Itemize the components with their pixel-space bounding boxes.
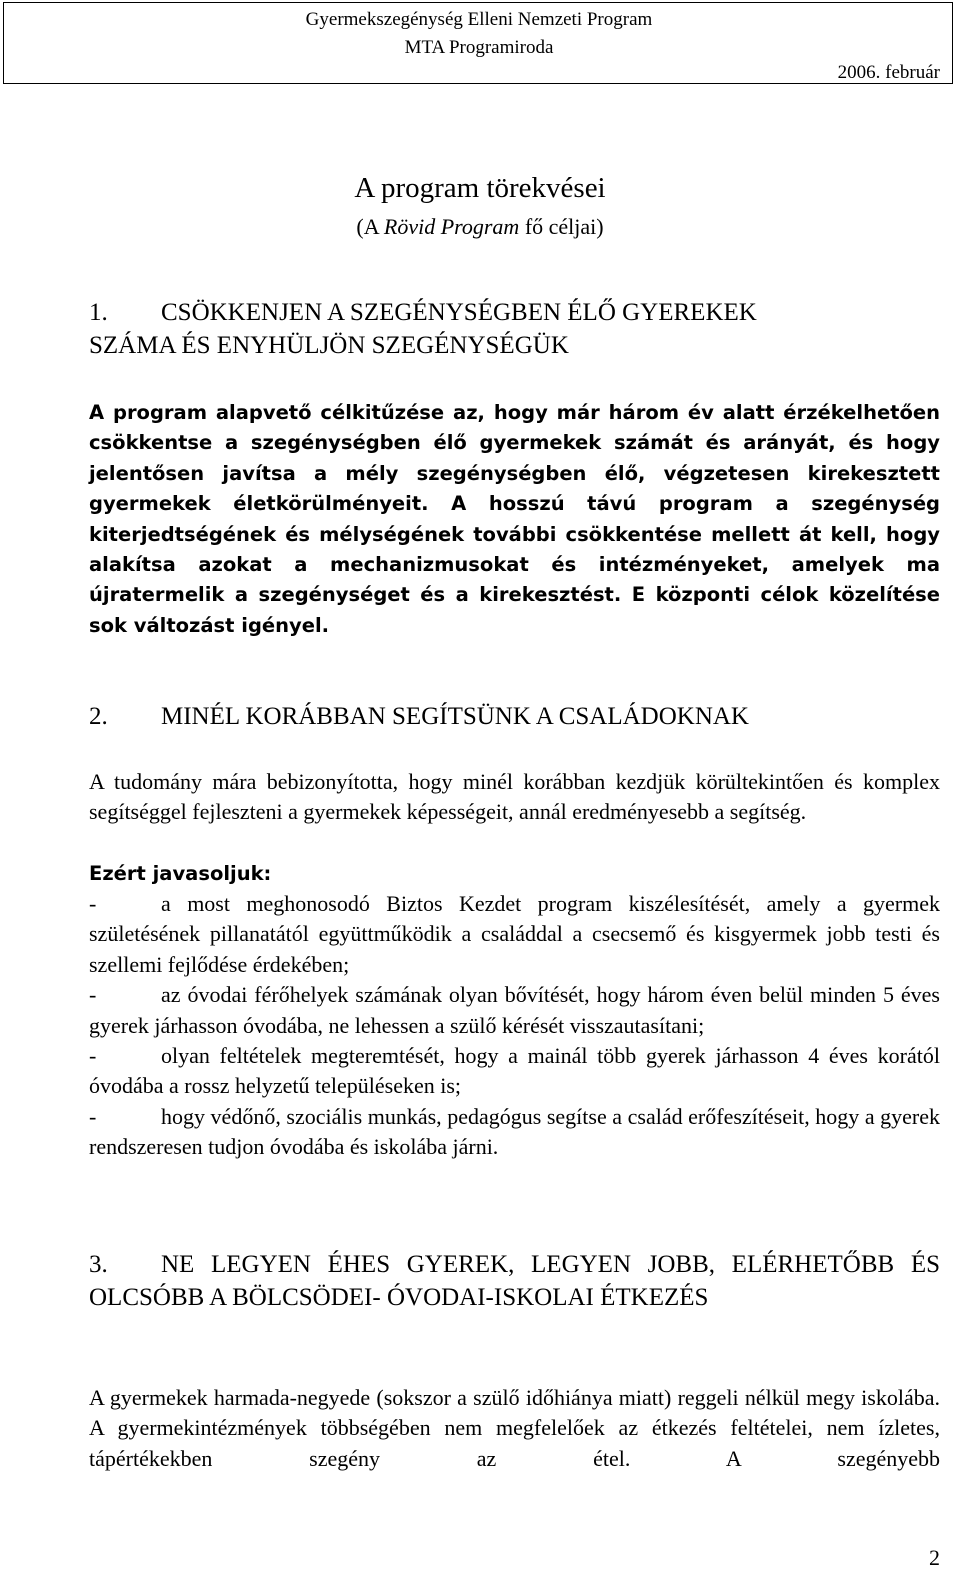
list-item-text: az óvodai férőhelyek számának olyan bővítését, hogy három éven belül minden 5 éves gyerek járhasson óvodába, ne lehessen a szülő kérését visszautasítani;	[89, 982, 940, 1038]
document-title: A program törekvései	[354, 172, 606, 204]
section-3-number: 3.	[89, 1251, 108, 1278]
list-item	[89, 980, 940, 1041]
list-dash: -	[89, 1043, 97, 1069]
list-dash: -	[89, 891, 97, 916]
section-1-heading-line-1: CSÖKKENJEN A SZEGÉNYSÉGBEN ÉLŐ GYEREKEK	[161, 299, 757, 326]
list-item	[89, 1041, 940, 1102]
subtitle-italic: Rövid Program	[383, 214, 520, 239]
page-number: 2	[929, 1545, 940, 1570]
section-2-intro: A tudomány mára bebizonyította, hogy minél korábban kezdjük körültekintően és komplex segítséggel fejleszteni a gyermekek képességeit, annál eredményesebb a segítség.	[89, 769, 940, 825]
subtitle-rest: fő céljai)	[519, 214, 604, 239]
section-2-proposals-label: Ezért javasoljuk:	[89, 862, 272, 885]
list-dash: -	[89, 1103, 97, 1129]
section-2-proposals-list	[89, 889, 940, 1163]
header-date: 2006. február	[837, 62, 940, 83]
section-3-heading-text: NE LEGYEN ÉHES GYEREK, LEGYEN JOBB, ELÉRHETŐBB ÉS OLCSÓBB A BÖLCSÖDEI- ÓVODAI-ISKOLAI ÉTKEZÉS	[89, 1251, 940, 1311]
section-2-number: 2.	[89, 703, 108, 730]
section-3-body: A gyermekek harmada-negyede (sokszor a szülő időhiánya miatt) reggeli nélkül megy iskolába. A gyermekintézmények többségében nem megfelelőek az étkezés feltételei, nem ízletes, tápértékekben szegény az étel. A szegényebb	[89, 1385, 940, 1471]
header-organization: Gyermekszegénység Elleni Nemzeti Program	[305, 9, 653, 30]
list-item	[89, 889, 940, 980]
list-item-text: hogy védőnő, szociális munkás, pedagógus segítse a család erőfeszítéseit, hogy a gyerek rendszeresen tudjon óvodába és iskolába járni.	[89, 1103, 940, 1160]
section-1-heading-line-2: SZÁMA ÉS ENYHÜLJÖN SZEGÉNYSÉGÜK	[89, 332, 569, 359]
list-item-text: a most meghonosodó Biztos Kezdet program kiszélesítését, amely a gyermek születésének pillanatától együttműködik a családdal a csecsemő és kisgyermek jobb testi és szellemi fejlődése érdekében;	[89, 891, 940, 977]
header-office: MTA Programiroda	[404, 37, 554, 58]
document-subtitle	[0, 212, 960, 242]
list-dash: -	[89, 982, 97, 1008]
section-1-body: A program alapvető célkitűzése az, hogy már három év alatt érzékelhetően csökkentse a szegénységben élő gyermekek számát és arányát, és hogy jelentősen javítsa a mély szegénységben élő, végzetesen kirekesztett gyermekek életkörülményeit. A hosszú távú program a szegénység kiterjedtségének és mélységének további csökkentése mellett át kell, hogy alakítsa azokat a mechanizmusokat és intézményeket, amelyek ma újratermelik a szegénységet és a kirekesztést. E központi célok közelítése sok változást igényel.	[89, 401, 940, 637]
section-2-heading	[89, 700, 940, 733]
subtitle-open: (A	[356, 214, 384, 239]
page-header	[3, 2, 953, 84]
list-item-text: olyan feltételek megteremtését, hogy a mainál több gyerek járhasson 4 éves korától óvodába a rossz helyzetű településeken is;	[89, 1043, 940, 1099]
section-2-heading-text: MINÉL KORÁBBAN SEGÍTSÜNK A CSALÁDOKNAK	[161, 703, 749, 730]
section-1-heading	[89, 296, 940, 362]
section-3-heading	[89, 1248, 940, 1314]
section-1-number: 1.	[89, 299, 108, 326]
list-item	[89, 1102, 940, 1163]
